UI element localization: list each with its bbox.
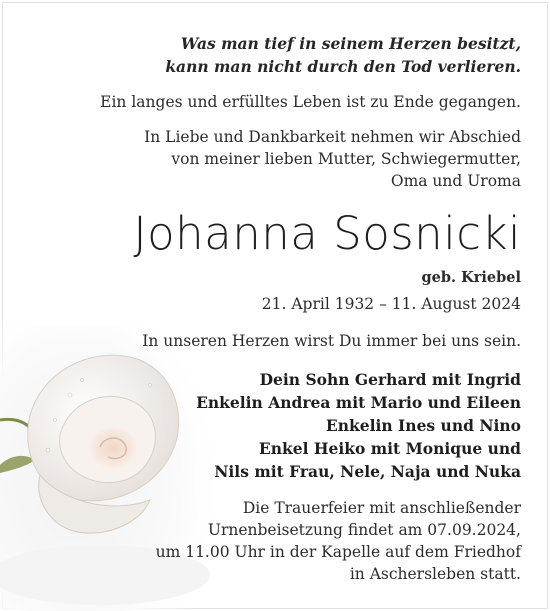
service-line-1: Die Trauerfeier mit anschließender [242, 499, 521, 517]
quote-line-1: Was man tief in seinem Herzen besitzt, [180, 34, 521, 53]
family-line-5: Nils mit Frau, Nele, Naja und Nuka [214, 462, 521, 481]
deceased-name: Johanna Sosnicki [133, 207, 521, 260]
service-line-3: um 11.00 Uhr in der Kapelle auf dem Friedhof [155, 543, 521, 561]
motto-text: In unseren Herzen wirst Du immer bei uns sein. [142, 332, 521, 350]
service-line-4: in Aschersleben statt. [349, 565, 521, 583]
white-rose-image [0, 325, 215, 611]
family-line-3: Enkelin Ines und Nino [325, 416, 521, 435]
family-line-2: Enkelin Andrea mit Mario und Eileen [196, 393, 521, 412]
intro-text: Ein langes und erfülltes Leben ist zu Ende gegangen. [100, 93, 521, 111]
family-line-1: Dein Sohn Gerhard mit Ingrid [259, 370, 521, 389]
quote-line-2: kann man nicht durch den Tod verlieren. [165, 57, 521, 76]
family-line-4: Enkel Heiko mit Monique und [258, 439, 521, 458]
life-dates: 21. April 1932 – 11. August 2024 [261, 295, 521, 313]
farewell-line-3: Oma und Uroma [390, 172, 521, 190]
service-line-2: Urnenbeisetzung findet am 07.09.2024, [207, 521, 521, 539]
farewell-line-2: von meiner lieben Mutter, Schwiegermutter, [171, 150, 521, 168]
birth-name: geb. Kriebel [421, 269, 521, 286]
farewell-line-1: In Liebe und Dankbarkeit nehmen wir Abschied [144, 128, 521, 146]
